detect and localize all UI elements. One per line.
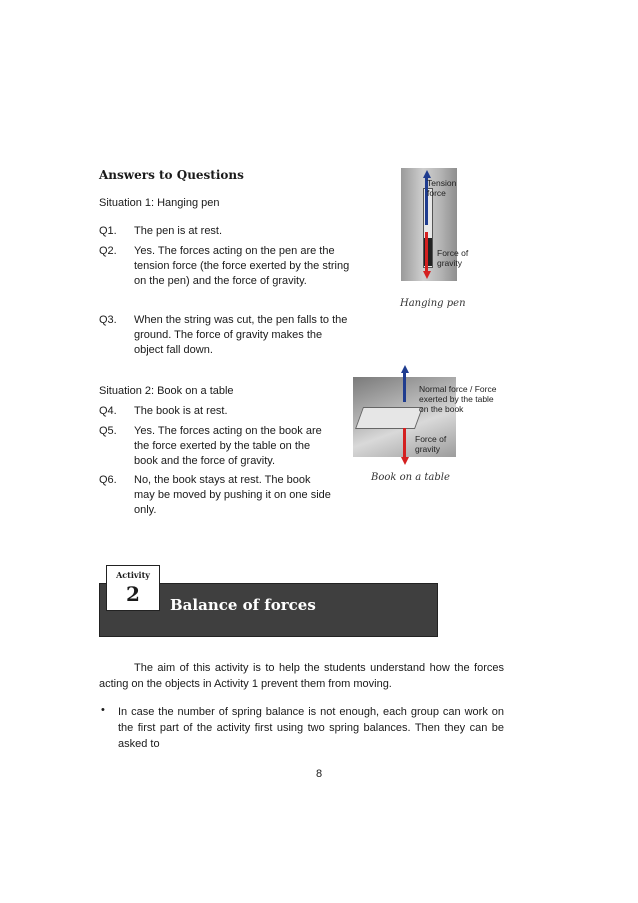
- answer-q3: When the string was cut, the pen falls to the ground. The force of gravity makes the object fall down.: [134, 314, 348, 356]
- question-number-q4: Q4.: [99, 405, 117, 417]
- normal-force-arrow-shaft: [403, 372, 406, 402]
- pen-gravity-label: Force of gravity: [437, 248, 469, 268]
- tension-force-label: Tension force: [427, 178, 457, 198]
- answer-q4: The book is at rest.: [134, 405, 228, 417]
- bullet-paragraph: In case the number of spring balance is not enough, each group can work on the first part of the activity first using two spring balances. Then they can be asked to: [118, 706, 504, 750]
- hanging-pen-caption: Hanging pen: [400, 298, 466, 309]
- gravity-arrow-shaft-book: [403, 428, 406, 458]
- gravity-arrow-shaft-pen: [425, 232, 428, 272]
- question-number-q1: Q1.: [99, 225, 117, 237]
- question-number-q2: Q2.: [99, 245, 117, 257]
- question-number-q6: Q6.: [99, 474, 117, 486]
- answer-q2: Yes. The forces acting on the pen are the tension force (the force exerted by the string on the pen) and the force of gravity.: [134, 245, 350, 287]
- gravity-arrow-head-pen: [423, 271, 431, 279]
- question-number-q3: Q3.: [99, 314, 117, 326]
- answer-q6: No, the book stays at rest. The book may be moved by pushing it on one side only.: [134, 474, 331, 516]
- book-gravity-label: Force of gravity: [415, 434, 447, 454]
- bullet-marker: •: [101, 704, 105, 716]
- activity-tag-label: Activity: [116, 570, 150, 580]
- situation-2-title: Situation 2: Book on a table: [99, 385, 234, 397]
- question-number-q5: Q5.: [99, 425, 117, 437]
- answer-q5: Yes. The forces acting on the book are the force exerted by the table on the book and the force of gravity.: [134, 425, 322, 467]
- book-shape: [355, 407, 423, 429]
- situation-1-title: Situation 1: Hanging pen: [99, 197, 220, 209]
- section-heading: Answers to Questions: [99, 168, 244, 182]
- activity-title: Balance of forces: [170, 596, 316, 614]
- book-on-table-caption: Book on a table: [371, 472, 450, 483]
- intro-paragraph: The aim of this activity is to help the students understand how the forces acting on the objects in Activity 1 prevent them from moving.: [99, 662, 504, 690]
- activity-number-tag: [106, 565, 160, 611]
- activity-number: 2: [126, 582, 140, 606]
- gravity-arrow-head-book: [401, 457, 409, 465]
- page-number: 8: [315, 768, 323, 780]
- answer-q1: The pen is at rest.: [134, 225, 223, 237]
- normal-force-label: Normal force / Force exerted by the table on the book: [419, 384, 497, 414]
